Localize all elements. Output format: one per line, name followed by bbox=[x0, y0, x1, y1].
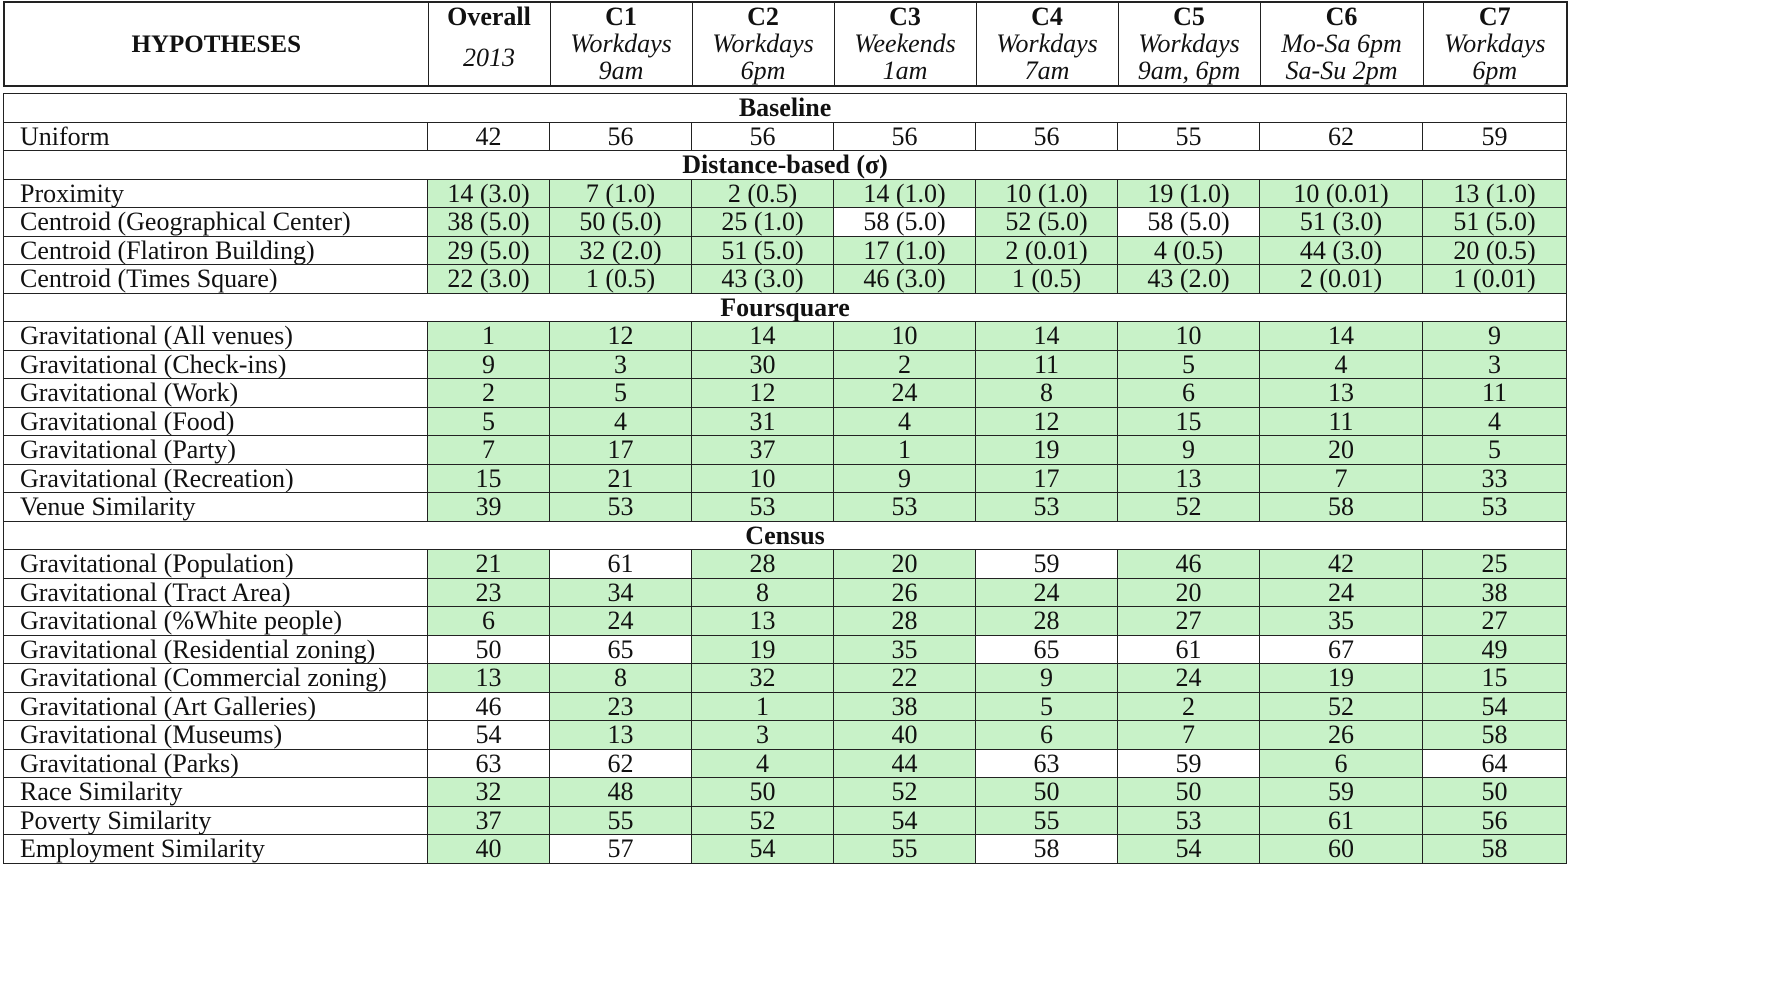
rank-cell: 9 bbox=[834, 464, 976, 493]
section-row bbox=[4, 293, 1567, 322]
table-row bbox=[4, 122, 1567, 151]
rank-cell: 35 bbox=[1260, 607, 1423, 636]
rank-cell: 4 bbox=[550, 407, 692, 436]
table-row bbox=[4, 721, 1567, 750]
rank-cell: 22 bbox=[834, 664, 976, 693]
rank-cell: 59 bbox=[976, 550, 1118, 579]
rank-cell: 44 bbox=[834, 749, 976, 778]
rank-cell: 42 bbox=[1260, 550, 1423, 579]
rank-cell: 19 bbox=[1260, 664, 1423, 693]
rank-cell: 14 bbox=[976, 322, 1118, 351]
hypothesis-label: Gravitational (Food) bbox=[4, 407, 428, 436]
rank-cell: 32 bbox=[428, 778, 550, 807]
rank-cell: 60 bbox=[1260, 835, 1423, 864]
rank-cell: 20 bbox=[1118, 578, 1260, 607]
rank-cell: 3 bbox=[692, 721, 834, 750]
hypotheses-header: HYPOTHESES bbox=[4, 2, 428, 86]
rank-cell: 52 bbox=[1118, 493, 1260, 522]
rank-cell: 4 bbox=[1423, 407, 1567, 436]
rank-cell: 26 bbox=[834, 578, 976, 607]
rank-cell: 54 bbox=[428, 721, 550, 750]
rank-cell: 55 bbox=[976, 806, 1118, 835]
rank-cell: 33 bbox=[1423, 464, 1567, 493]
rank-cell: 63 bbox=[428, 749, 550, 778]
column-subtitle-line2: 1am bbox=[882, 56, 928, 85]
rank-cell: 25 bbox=[1423, 550, 1567, 579]
rank-cell: 30 bbox=[692, 350, 834, 379]
rank-cell: 51 (5.0) bbox=[1423, 208, 1567, 237]
table-row bbox=[4, 550, 1567, 579]
rank-cell: 40 bbox=[834, 721, 976, 750]
rank-cell: 14 bbox=[692, 322, 834, 351]
table-row bbox=[4, 749, 1567, 778]
hypothesis-label: Gravitational (Art Galleries) bbox=[4, 692, 428, 721]
table-row bbox=[4, 179, 1567, 208]
rank-cell: 13 bbox=[692, 607, 834, 636]
rank-cell: 50 bbox=[976, 778, 1118, 807]
column-subtitle-line2: 6pm bbox=[1472, 56, 1518, 85]
rank-cell: 14 (3.0) bbox=[428, 179, 550, 208]
rank-cell: 61 bbox=[1260, 806, 1423, 835]
rank-cell: 58 bbox=[1423, 721, 1567, 750]
rank-cell: 28 bbox=[834, 607, 976, 636]
rank-cell: 12 bbox=[550, 322, 692, 351]
rank-cell: 10 bbox=[834, 322, 976, 351]
rank-cell: 11 bbox=[976, 350, 1118, 379]
rank-cell: 13 (1.0) bbox=[1423, 179, 1567, 208]
rank-cell: 13 bbox=[428, 664, 550, 693]
rank-cell: 50 (5.0) bbox=[550, 208, 692, 237]
column-title: C3 bbox=[889, 2, 921, 31]
rank-cell: 52 bbox=[1260, 692, 1423, 721]
rank-cell: 50 bbox=[1423, 778, 1567, 807]
table-row bbox=[4, 607, 1567, 636]
rank-cell: 65 bbox=[550, 635, 692, 664]
rank-cell: 59 bbox=[1260, 778, 1423, 807]
column-title: C5 bbox=[1173, 2, 1205, 31]
rank-cell: 49 bbox=[1423, 635, 1567, 664]
table-row bbox=[4, 835, 1567, 864]
rank-cell: 38 bbox=[834, 692, 976, 721]
rank-cell: 29 (5.0) bbox=[428, 236, 550, 265]
rank-cell: 59 bbox=[1118, 749, 1260, 778]
rank-cell: 62 bbox=[550, 749, 692, 778]
column-subtitle-line1: Workdays bbox=[712, 29, 814, 58]
rank-cell: 2 (0.01) bbox=[1260, 265, 1423, 294]
rank-cell: 6 bbox=[1260, 749, 1423, 778]
column-header-c3 bbox=[834, 2, 976, 86]
table-body bbox=[3, 93, 1567, 864]
rank-cell: 31 bbox=[692, 407, 834, 436]
rank-cell: 25 (1.0) bbox=[692, 208, 834, 237]
rank-cell: 59 bbox=[1423, 122, 1567, 151]
rank-cell: 24 bbox=[834, 379, 976, 408]
hypothesis-label: Employment Similarity bbox=[4, 835, 428, 864]
rank-cell: 2 (0.5) bbox=[692, 179, 834, 208]
rank-cell: 67 bbox=[1260, 635, 1423, 664]
rank-cell: 64 bbox=[1423, 749, 1567, 778]
rank-cell: 15 bbox=[1118, 407, 1260, 436]
section-title: Baseline bbox=[4, 94, 1567, 123]
hypothesis-label: Gravitational (Check-ins) bbox=[4, 350, 428, 379]
table-row bbox=[4, 493, 1567, 522]
rank-cell: 42 bbox=[428, 122, 550, 151]
rank-cell: 54 bbox=[834, 806, 976, 835]
rank-cell: 9 bbox=[1118, 436, 1260, 465]
section-row bbox=[4, 151, 1567, 180]
rank-cell: 20 (0.5) bbox=[1423, 236, 1567, 265]
column-header-c7 bbox=[1423, 2, 1567, 86]
rank-cell: 39 bbox=[428, 493, 550, 522]
hypotheses-ranking-table bbox=[3, 1, 1567, 864]
rank-cell: 55 bbox=[550, 806, 692, 835]
column-subtitle-line1: 2013 bbox=[463, 43, 515, 72]
rank-cell: 2 bbox=[428, 379, 550, 408]
rank-cell: 28 bbox=[976, 607, 1118, 636]
rank-cell: 27 bbox=[1423, 607, 1567, 636]
rank-cell: 19 bbox=[692, 635, 834, 664]
rank-cell: 43 (2.0) bbox=[1118, 265, 1260, 294]
rank-cell: 8 bbox=[976, 379, 1118, 408]
rank-cell: 13 bbox=[1260, 379, 1423, 408]
rank-cell: 21 bbox=[428, 550, 550, 579]
rank-cell: 35 bbox=[834, 635, 976, 664]
rank-cell: 3 bbox=[1423, 350, 1567, 379]
rank-cell: 56 bbox=[692, 122, 834, 151]
column-subtitle-line1: Workdays bbox=[570, 29, 672, 58]
hypothesis-label: Gravitational (Residential zoning) bbox=[4, 635, 428, 664]
rank-cell: 4 bbox=[834, 407, 976, 436]
rank-cell: 63 bbox=[976, 749, 1118, 778]
rank-cell: 55 bbox=[1118, 122, 1260, 151]
rank-cell: 58 (5.0) bbox=[1118, 208, 1260, 237]
rank-cell: 58 (5.0) bbox=[834, 208, 976, 237]
table-row bbox=[4, 464, 1567, 493]
rank-cell: 53 bbox=[692, 493, 834, 522]
rank-cell: 4 bbox=[1260, 350, 1423, 379]
section-title: Distance-based (σ) bbox=[4, 151, 1567, 180]
hypothesis-label: Centroid (Flatiron Building) bbox=[4, 236, 428, 265]
rank-cell: 6 bbox=[428, 607, 550, 636]
rank-cell: 54 bbox=[1118, 835, 1260, 864]
table-row bbox=[4, 436, 1567, 465]
hypothesis-label: Gravitational (Commercial zoning) bbox=[4, 664, 428, 693]
hypothesis-label: Gravitational (Parks) bbox=[4, 749, 428, 778]
column-subtitle-line2: 9am bbox=[598, 56, 644, 85]
rank-cell: 58 bbox=[976, 835, 1118, 864]
rank-cell: 2 bbox=[1118, 692, 1260, 721]
rank-cell: 7 (1.0) bbox=[550, 179, 692, 208]
rank-cell: 13 bbox=[1118, 464, 1260, 493]
column-subtitle-line2: 7am bbox=[1024, 56, 1070, 85]
column-title: C1 bbox=[605, 2, 637, 31]
rank-cell: 24 bbox=[1118, 664, 1260, 693]
hypothesis-label: Centroid (Times Square) bbox=[4, 265, 428, 294]
table-row bbox=[4, 407, 1567, 436]
rank-cell: 4 (0.5) bbox=[1118, 236, 1260, 265]
rank-cell: 52 bbox=[834, 778, 976, 807]
rank-cell: 50 bbox=[428, 635, 550, 664]
table-header bbox=[3, 1, 1568, 87]
rank-cell: 53 bbox=[550, 493, 692, 522]
rank-cell: 7 bbox=[428, 436, 550, 465]
rank-cell: 5 bbox=[976, 692, 1118, 721]
rank-cell: 28 bbox=[692, 550, 834, 579]
rank-cell: 37 bbox=[428, 806, 550, 835]
rank-cell: 11 bbox=[1260, 407, 1423, 436]
table-row bbox=[4, 578, 1567, 607]
table-row bbox=[4, 236, 1567, 265]
column-title: C7 bbox=[1478, 2, 1511, 31]
column-header-overall bbox=[428, 2, 550, 86]
rank-cell: 6 bbox=[1118, 379, 1260, 408]
column-title: C2 bbox=[747, 2, 779, 31]
rank-cell: 12 bbox=[692, 379, 834, 408]
rank-cell: 20 bbox=[834, 550, 976, 579]
column-title: C4 bbox=[1031, 2, 1063, 31]
column-subtitle-line1: Workdays bbox=[996, 29, 1098, 58]
column-title: Overall bbox=[447, 2, 531, 31]
rank-cell: 19 (1.0) bbox=[1118, 179, 1260, 208]
rank-cell: 20 bbox=[1260, 436, 1423, 465]
column-subtitle-line2: 9am, 6pm bbox=[1137, 56, 1241, 85]
section-row bbox=[4, 94, 1567, 123]
rank-cell: 55 bbox=[834, 835, 976, 864]
rank-cell: 53 bbox=[834, 493, 976, 522]
rank-cell: 46 (3.0) bbox=[834, 265, 976, 294]
rank-cell: 57 bbox=[550, 835, 692, 864]
rank-cell: 24 bbox=[550, 607, 692, 636]
hypothesis-label: Gravitational (All venues) bbox=[4, 322, 428, 351]
rank-cell: 53 bbox=[1423, 493, 1567, 522]
rank-cell: 5 bbox=[1423, 436, 1567, 465]
rank-cell: 51 (3.0) bbox=[1260, 208, 1423, 237]
rank-cell: 19 bbox=[976, 436, 1118, 465]
hypothesis-label: Race Similarity bbox=[4, 778, 428, 807]
rank-cell: 5 bbox=[428, 407, 550, 436]
rank-cell: 38 bbox=[1423, 578, 1567, 607]
rank-cell: 54 bbox=[692, 835, 834, 864]
rank-cell: 40 bbox=[428, 835, 550, 864]
rank-cell: 48 bbox=[550, 778, 692, 807]
rank-cell: 46 bbox=[1118, 550, 1260, 579]
rank-cell: 32 (2.0) bbox=[550, 236, 692, 265]
column-header-c1 bbox=[550, 2, 692, 86]
section-title: Foursquare bbox=[4, 293, 1567, 322]
rank-cell: 10 (1.0) bbox=[976, 179, 1118, 208]
rank-cell: 58 bbox=[1260, 493, 1423, 522]
rank-cell: 34 bbox=[550, 578, 692, 607]
rank-cell: 6 bbox=[976, 721, 1118, 750]
hypothesis-label: Gravitational (Museums) bbox=[4, 721, 428, 750]
column-subtitle-line1: Weekends bbox=[854, 29, 956, 58]
table-row bbox=[4, 350, 1567, 379]
column-header-c5 bbox=[1118, 2, 1260, 86]
rank-cell: 51 (5.0) bbox=[692, 236, 834, 265]
hypothesis-label: Gravitational (Tract Area) bbox=[4, 578, 428, 607]
hypothesis-label: Venue Similarity bbox=[4, 493, 428, 522]
rank-cell: 58 bbox=[1423, 835, 1567, 864]
table-row bbox=[4, 635, 1567, 664]
rank-cell: 26 bbox=[1260, 721, 1423, 750]
rank-cell: 24 bbox=[976, 578, 1118, 607]
rank-cell: 7 bbox=[1118, 721, 1260, 750]
rank-cell: 61 bbox=[1118, 635, 1260, 664]
rank-cell: 1 bbox=[692, 692, 834, 721]
rank-cell: 2 (0.01) bbox=[976, 236, 1118, 265]
rank-cell: 8 bbox=[692, 578, 834, 607]
rank-cell: 14 (1.0) bbox=[834, 179, 976, 208]
column-title: C6 bbox=[1325, 2, 1358, 31]
hypothesis-label: Gravitational (Recreation) bbox=[4, 464, 428, 493]
rank-cell: 56 bbox=[976, 122, 1118, 151]
column-subtitle-line1: Workdays bbox=[1443, 29, 1546, 58]
column-header-c2 bbox=[692, 2, 834, 86]
rank-cell: 10 bbox=[692, 464, 834, 493]
rank-cell: 27 bbox=[1118, 607, 1260, 636]
rank-cell: 44 (3.0) bbox=[1260, 236, 1423, 265]
rank-cell: 50 bbox=[692, 778, 834, 807]
rank-cell: 56 bbox=[1423, 806, 1567, 835]
rank-cell: 52 bbox=[692, 806, 834, 835]
rank-cell: 32 bbox=[692, 664, 834, 693]
hypothesis-label: Poverty Similarity bbox=[4, 806, 428, 835]
column-subtitle-line1: Workdays bbox=[1138, 29, 1240, 58]
section-title: Census bbox=[4, 521, 1567, 550]
rank-cell: 7 bbox=[1260, 464, 1423, 493]
rank-cell: 13 bbox=[550, 721, 692, 750]
rank-cell: 9 bbox=[1423, 322, 1567, 351]
column-header-c4 bbox=[976, 2, 1118, 86]
rank-cell: 15 bbox=[428, 464, 550, 493]
rank-cell: 1 (0.5) bbox=[550, 265, 692, 294]
rank-cell: 10 (0.01) bbox=[1260, 179, 1423, 208]
rank-cell: 11 bbox=[1423, 379, 1567, 408]
rank-cell: 21 bbox=[550, 464, 692, 493]
rank-cell: 17 bbox=[976, 464, 1118, 493]
hypothesis-label: Gravitational (Population) bbox=[4, 550, 428, 579]
rank-cell: 53 bbox=[976, 493, 1118, 522]
table-row bbox=[4, 778, 1567, 807]
hypothesis-label: Centroid (Geographical Center) bbox=[4, 208, 428, 237]
rank-cell: 46 bbox=[428, 692, 550, 721]
table-row bbox=[4, 208, 1567, 237]
rank-cell: 5 bbox=[1118, 350, 1260, 379]
table-row bbox=[4, 664, 1567, 693]
hypothesis-label: Gravitational (Work) bbox=[4, 379, 428, 408]
section-row bbox=[4, 521, 1567, 550]
hypothesis-label: Gravitational (%White people) bbox=[4, 607, 428, 636]
rank-cell: 65 bbox=[976, 635, 1118, 664]
table-row bbox=[4, 379, 1567, 408]
rank-cell: 50 bbox=[1118, 778, 1260, 807]
rank-cell: 5 bbox=[550, 379, 692, 408]
rank-cell: 9 bbox=[428, 350, 550, 379]
hypothesis-label: Gravitational (Party) bbox=[4, 436, 428, 465]
rank-cell: 56 bbox=[550, 122, 692, 151]
rank-cell: 4 bbox=[692, 749, 834, 778]
rank-cell: 2 bbox=[834, 350, 976, 379]
rank-cell: 10 bbox=[1118, 322, 1260, 351]
rank-cell: 3 bbox=[550, 350, 692, 379]
rank-cell: 9 bbox=[976, 664, 1118, 693]
rank-cell: 61 bbox=[550, 550, 692, 579]
rank-cell: 23 bbox=[550, 692, 692, 721]
table-row bbox=[4, 806, 1567, 835]
rank-cell: 54 bbox=[1423, 692, 1567, 721]
rank-cell: 15 bbox=[1423, 664, 1567, 693]
rank-cell: 62 bbox=[1260, 122, 1423, 151]
rank-cell: 8 bbox=[550, 664, 692, 693]
table-row bbox=[4, 692, 1567, 721]
rank-cell: 38 (5.0) bbox=[428, 208, 550, 237]
rank-cell: 1 bbox=[834, 436, 976, 465]
rank-cell: 17 (1.0) bbox=[834, 236, 976, 265]
rank-cell: 17 bbox=[550, 436, 692, 465]
hypothesis-label: Uniform bbox=[4, 122, 428, 151]
rank-cell: 1 (0.01) bbox=[1423, 265, 1567, 294]
rank-cell: 24 bbox=[1260, 578, 1423, 607]
rank-cell: 52 (5.0) bbox=[976, 208, 1118, 237]
hypothesis-label: Proximity bbox=[4, 179, 428, 208]
rank-cell: 14 bbox=[1260, 322, 1423, 351]
rank-cell: 43 (3.0) bbox=[692, 265, 834, 294]
table-row bbox=[4, 322, 1567, 351]
rank-cell: 56 bbox=[834, 122, 976, 151]
rank-cell: 37 bbox=[692, 436, 834, 465]
rank-cell: 23 bbox=[428, 578, 550, 607]
rank-cell: 1 (0.5) bbox=[976, 265, 1118, 294]
column-header-c6 bbox=[1260, 2, 1423, 86]
column-subtitle-line2: 6pm bbox=[740, 56, 786, 85]
rank-cell: 22 (3.0) bbox=[428, 265, 550, 294]
rank-cell: 53 bbox=[1118, 806, 1260, 835]
rank-cell: 12 bbox=[976, 407, 1118, 436]
rank-cell: 1 bbox=[428, 322, 550, 351]
table-row bbox=[4, 265, 1567, 294]
column-subtitle-line2: Sa-Su 2pm bbox=[1285, 56, 1398, 85]
column-subtitle-line1: Mo-Sa 6pm bbox=[1281, 29, 1402, 58]
